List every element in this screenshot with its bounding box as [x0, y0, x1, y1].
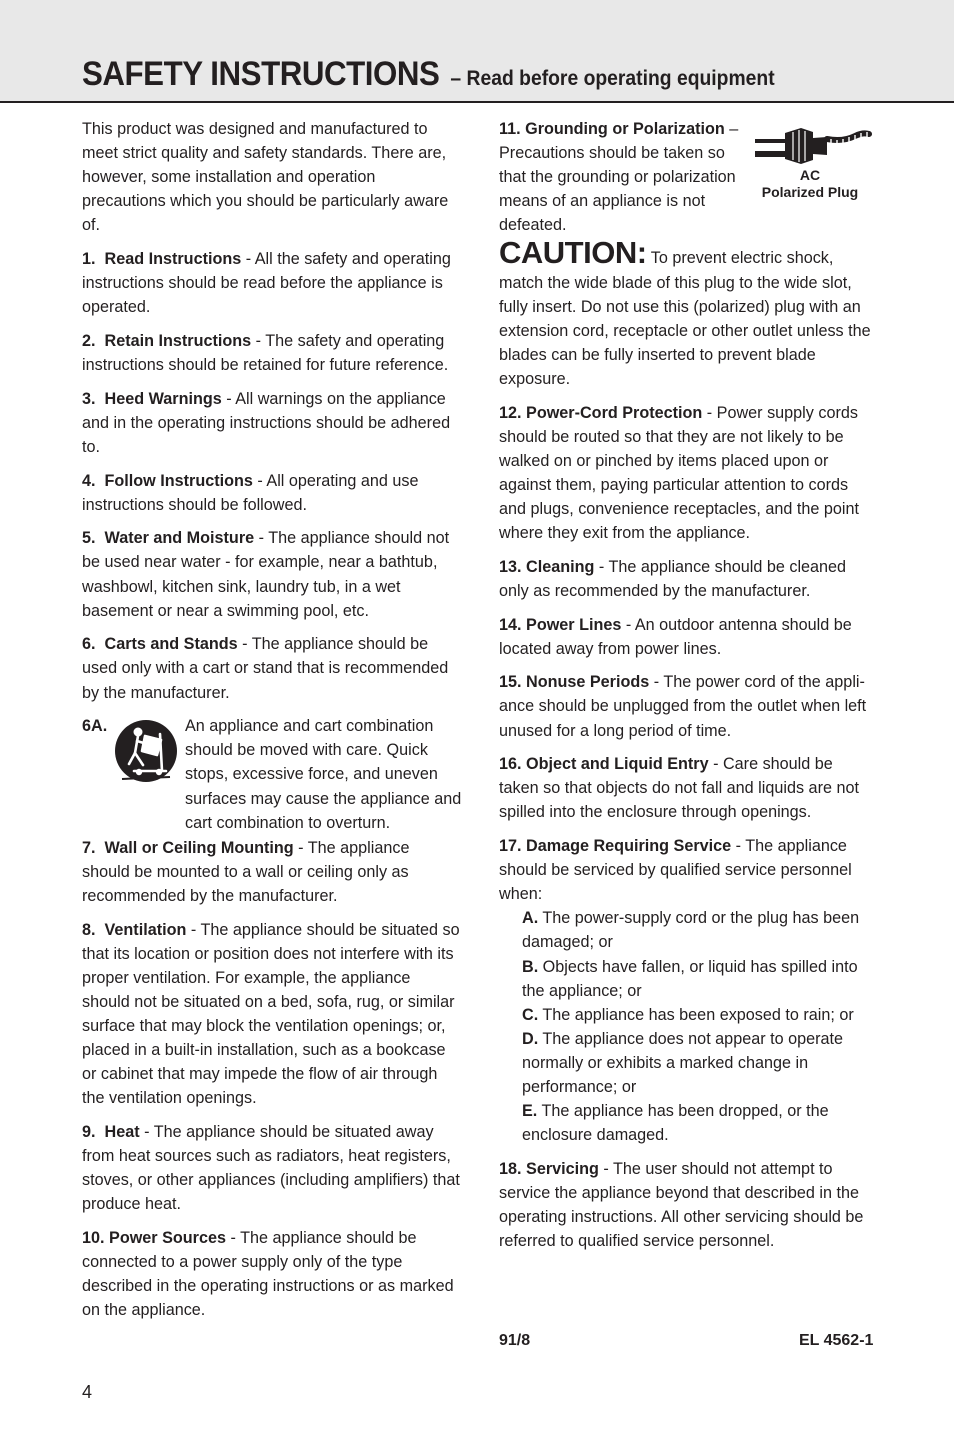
item-text: - All the safety and operating instructions should be read before the appliance is operated. [82, 250, 451, 317]
item-number: 14. [499, 615, 522, 634]
page-subtitle: – Read before operating equipment [450, 67, 775, 90]
item-title: Wall or Ceiling Mounting [104, 838, 294, 857]
item-title: Heat [104, 1123, 140, 1142]
list-text: The appliance has been dropped, or the enclosure damaged. [522, 1102, 829, 1145]
item-text: - The appliance should be cleaned only as recommended by the manufacturer. [499, 557, 847, 600]
item-title: Power Lines [526, 615, 622, 634]
list-text: The appliance does not appear to operate normally or exhibits a marked change in performance; or [522, 1029, 843, 1097]
item-title: Servicing [526, 1159, 599, 1178]
item-object-liquid-entry [499, 752, 875, 824]
item-number: 15. [499, 673, 522, 692]
page-title-main: SAFETY INSTRUCTIONS [82, 55, 440, 93]
item-number: 11. [499, 120, 521, 138]
item-number: 8. [82, 920, 96, 939]
item-title: Carts and Stands [104, 635, 238, 654]
list-item [522, 906, 875, 954]
service-conditions-list [522, 906, 875, 1147]
item-title: Ventilation [104, 920, 187, 939]
item-text: - All operating and use instructions should be followed. [82, 471, 419, 514]
item-title: Grounding or Polarization [525, 120, 725, 138]
item-text: - The appliance should not be used near water - for example, near a bathtub, washbowl, kitchen sink, laundry tub, in a wet basement or near a swimming pool, etc. [82, 529, 450, 620]
item-number: 1. [82, 250, 96, 269]
item-line: Precautions should be taken so [499, 144, 725, 163]
list-item [522, 1099, 875, 1147]
item-number: 7. [82, 838, 96, 857]
item-title: Retain Instructions [104, 331, 252, 350]
right-column [499, 117, 875, 1263]
item-title: Nonuse Periods [526, 673, 650, 692]
item-number: 12. [499, 403, 522, 422]
item-text: - The appliance should be connected to a power supply only of the type described in the operating instructions or as marked on the appliance. [82, 1229, 454, 1320]
item-title: Cleaning [526, 557, 595, 576]
item-line [499, 117, 875, 141]
list-item [522, 1003, 875, 1027]
item-damage-requiring-service [499, 834, 875, 906]
item-line: that the grounding or polarization [499, 168, 736, 187]
item-power-sources [82, 1226, 460, 1322]
item-number: 2. [82, 331, 96, 350]
item-text: - The appliance should be mounted to a wall or ceiling only as recommended by the manufacturer. [82, 838, 410, 905]
item-heed-warnings [82, 387, 460, 459]
item-title: Power Sources [109, 1229, 226, 1247]
item-text: - Power supply cords should be routed so that they are not likely to be walked on or pinched by items placed upon or against them, paying particular attention to cords and plugs, convenience receptacles, and the point where they exit from the appliance. [499, 403, 859, 543]
list-letter: E. [522, 1102, 538, 1121]
left-column [82, 117, 460, 1332]
item-water-and-moisture [82, 526, 460, 622]
item-text: - The safety and operating instructions should be retained for future reference. [82, 331, 449, 375]
item-number: 5. [82, 529, 96, 548]
item-number: 4. [82, 471, 96, 490]
item-follow-instructions [82, 469, 460, 517]
caution-heading: CAUTION: [499, 235, 647, 271]
item-text: - The appliance should be situated so that its location or position does not interfere with its proper ventilation. For example, the appliance should not be situated on a bed, sofa, rug, or similar surface that may block the ventilation openings; or, placed in a built-in installation, such as a bookcase or cabinet that may impede the flow of air through the ventilation openings. [82, 920, 460, 1108]
page-title [82, 54, 775, 99]
item-text: - The appliance should be used only with a cart or stand that is recommended by the manufacturer. [82, 635, 449, 702]
item-number: 13. [499, 557, 522, 576]
item-heat [82, 1120, 460, 1216]
item-number: 10. [82, 1229, 105, 1247]
item-text: - All warnings on the appliance and in the operating instructions should be adhered to. [82, 389, 451, 456]
plug-label-polarized: Polarized Plug [761, 184, 859, 200]
list-item [522, 1027, 875, 1099]
list-letter: B. [522, 957, 539, 976]
item-text: - The appliance should be serviced by qualified service personnel when: [499, 837, 852, 904]
caution-text: To prevent electric shock, match the wide blade of this plug to the wide slot, fully insert. Do not use this (polarized) plug with an extension cord, receptacle or other outlet unless the blades can be fully inserted to prevent blade exposure. [499, 249, 871, 388]
item-carts-and-stands [82, 632, 460, 704]
item-number: 6A. [82, 717, 108, 736]
item-title: Object and Liquid Entry [526, 755, 709, 774]
item-number: 18. [499, 1159, 522, 1178]
item-read-instructions [82, 247, 460, 319]
page-number: 4 [82, 1382, 93, 1402]
item-text: An appliance and cart combination should be moved with care. Quick stops, excessive force, and uneven surfaces may cause the appliance and cart combination to overturn. [185, 717, 462, 832]
list-text: Objects have fallen, or liquid has spilled into the appliance; or [522, 957, 858, 1000]
item-title: Damage Requiring Service [526, 837, 732, 856]
list-letter: C. [522, 1005, 539, 1024]
item-number: 16. [499, 755, 522, 774]
item-number: 9. [82, 1123, 96, 1142]
list-letter: D. [522, 1029, 539, 1048]
plug-label-ac: AC [799, 167, 821, 183]
item-title: Power-Cord Protection [526, 403, 703, 422]
item-title: Follow Instructions [104, 471, 253, 490]
list-text: The power-supply cord or the plug has been damaged; or [522, 909, 860, 952]
item-title: Heed Warnings [104, 389, 222, 408]
cart-tipover-warning-icon [114, 719, 178, 783]
item-text: - The appliance should be situated away from heat sources such as radiators, heat registers, stoves, or other appliances (including amplifiers) that produce heat. [82, 1123, 460, 1214]
item-grounding-polarization [499, 117, 875, 237]
list-letter: A. [522, 909, 539, 928]
item-text: - The power cord of the appli-ance should be unplugged from the outlet when left unused for a long period of time. [499, 673, 867, 740]
list-item [522, 955, 875, 1003]
item-text: - An outdoor antenna should be located away from power lines. [499, 615, 852, 658]
item-wall-ceiling-mounting [82, 836, 460, 908]
item-power-cord-protection [499, 401, 875, 546]
item-cart-warning [82, 714, 462, 832]
footer-code-left: 91/8 [499, 1332, 531, 1349]
intro-paragraph: This product was designed and manufactured to meet strict quality and safety standards. There are, however, some installation and operation precautions which you should be particularly aware of. [82, 120, 449, 235]
item-number: 17. [499, 837, 522, 856]
item-line: means of an appliance is not [499, 192, 706, 211]
item-number: 6. [82, 635, 96, 654]
item-title: Water and Moisture [104, 529, 255, 548]
item-text: - The user should not attempt to service the appliance beyond that described in the operating instructions. All other servicing should be referred to qualified service personnel. [499, 1159, 864, 1251]
caution-paragraph [499, 235, 875, 391]
item-ventilation [82, 918, 460, 1111]
item-line: defeated. [499, 216, 567, 235]
item-servicing [499, 1157, 875, 1253]
item-power-lines [499, 613, 875, 661]
item-text: - Care should be taken so that objects do not fall and liquids are not spilled into the enclosure through openings. [499, 755, 859, 822]
item-text: – [724, 120, 739, 138]
item-title: Read Instructions [104, 250, 242, 269]
item-retain-instructions [82, 329, 460, 377]
item-cleaning [499, 555, 875, 603]
item-number: 3. [82, 389, 96, 408]
item-nonuse-periods [499, 670, 875, 742]
list-text: The appliance has been exposed to rain; or [538, 1005, 854, 1024]
footer-code-right: EL 4562-1 [799, 1332, 874, 1349]
